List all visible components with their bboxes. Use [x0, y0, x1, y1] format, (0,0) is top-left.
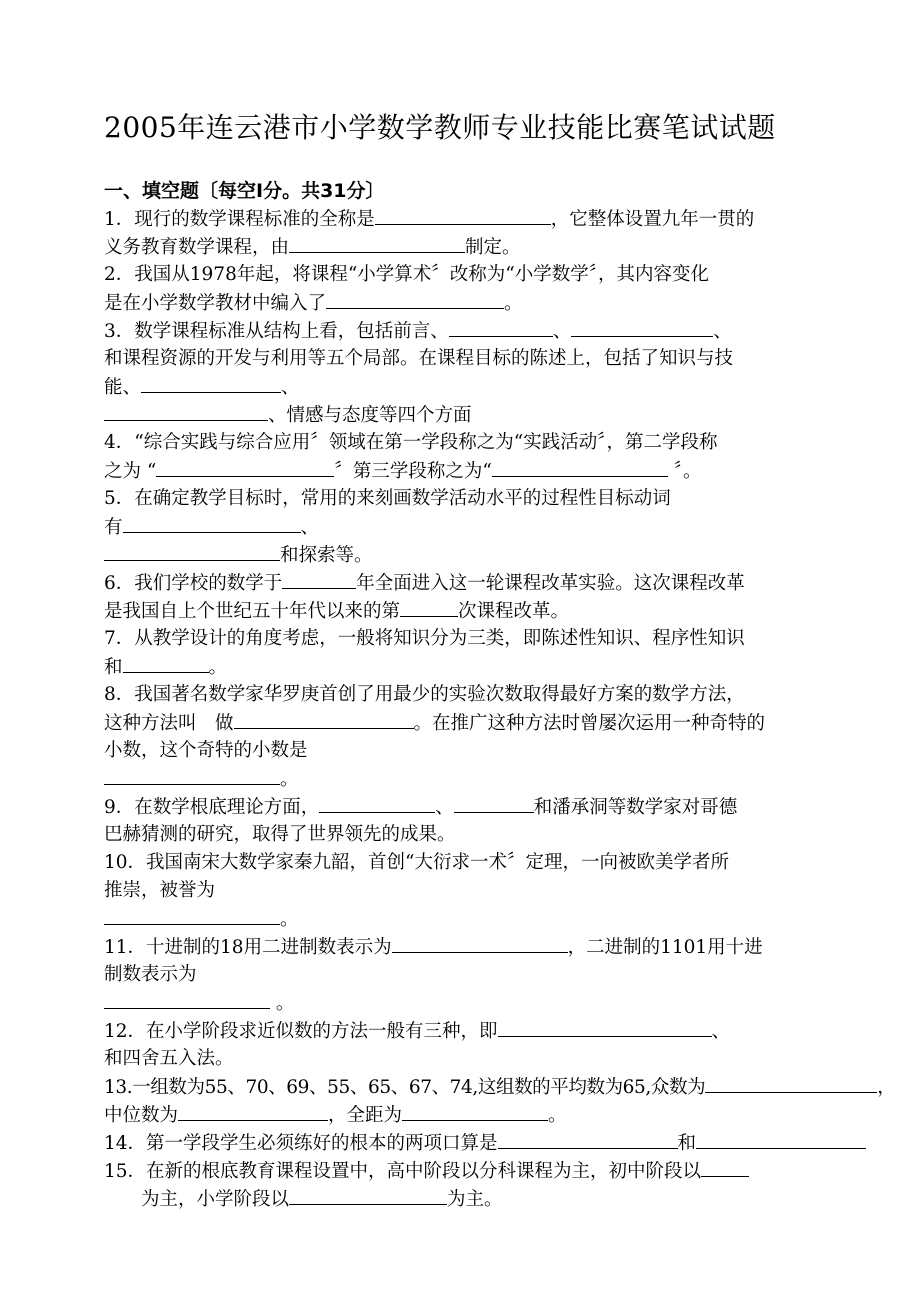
q13-text: 。: [548, 1105, 567, 1126]
q1-text: ，它整体设置九年一贯的: [550, 209, 755, 230]
q5-blank-1: [123, 514, 301, 533]
q10-text: 推崇，被誉为: [104, 880, 216, 901]
q9-text: 9．在数学根底理论方面，: [104, 797, 320, 818]
q9-text: 巴赫猜测的研究，取得了世界领先的成果。: [104, 824, 456, 845]
q1-text: 义务教育数学课程，由: [104, 237, 290, 258]
q9-line-1: [104, 794, 737, 821]
q6-blank-1: [282, 570, 356, 589]
q3-blank-4: [104, 402, 268, 421]
q7-text: 7．从教学设计的角度考虑，一般将知识分为三类，即陈述性知识、程序性知识: [104, 628, 745, 649]
q6-blank-2: [400, 598, 458, 617]
q10-text: 。: [280, 909, 299, 930]
section-heading: 一、填空题〔每空Ⅰ分。共31分〕: [104, 180, 385, 202]
q3-line-1: [104, 318, 732, 345]
q8-text: 。: [280, 769, 299, 790]
q12-line-2: [104, 1046, 234, 1072]
q3-text: 、情感与态度等四个方面: [268, 405, 472, 426]
q11-line-2: [104, 962, 197, 988]
q1-blank-2: [289, 234, 465, 253]
q2-text: 2．我国从1978年起，将课程“小学算术〞改称为“小学数学〞，其内容变化: [104, 264, 710, 285]
q15-line-1: [104, 1158, 749, 1185]
q3-blank-2: [571, 318, 713, 337]
q4-blank-2: [492, 458, 668, 477]
q8-text: 8．我国著名数学家华罗庚首创了用最少的实验次数取得最好方案的数学方法，: [104, 684, 745, 705]
q15-blank-1: [701, 1158, 749, 1177]
q15-text: 为主，小学阶段以: [104, 1189, 290, 1210]
q6-text: 6．我们学校的数学于: [104, 573, 283, 594]
q8-line-2: [104, 710, 765, 737]
q13-text: 中位数为: [104, 1105, 179, 1126]
q2-text: 。: [504, 293, 523, 314]
q8-text: 。在推广这种方法时曾屡次运用一种奇特的: [413, 713, 766, 734]
q13-blank-2: [178, 1102, 328, 1121]
q13-line-2: [104, 1102, 567, 1129]
q10-text: 10．我国南宋大数学家秦九韶，首创“大衍求一术〞定理，一向被欧美学者所: [104, 852, 730, 873]
q13-line-1: [104, 1074, 895, 1101]
q8-line-4: [104, 766, 299, 793]
q13-text: 13.一组数为55、70、69、55、65、67、74,这组数的平均数为65,众数为: [104, 1077, 706, 1098]
q1-text: 制定。: [465, 237, 521, 258]
q2-line-1: [104, 262, 709, 288]
q12-text: 、: [711, 1021, 731, 1042]
q7-line-1: [104, 626, 745, 652]
q9-line-2: [104, 822, 456, 848]
q6-line-1: [104, 570, 745, 597]
q8-line-1: [104, 682, 745, 708]
q11-text: 11．十进制的18用二进制数表示为: [104, 937, 392, 958]
q2-text: 是在小学数学教材中编入了: [104, 293, 327, 314]
q8-text: 这种方法叫 做: [104, 713, 234, 734]
q15-line-2: [104, 1186, 503, 1213]
q11-line-1: [104, 934, 763, 961]
q4-text: 〞第三学段称之为“: [334, 461, 492, 482]
q4-text: 4．“综合实践与综合应用〞领域在第一学段称之为“实践活动〞，第二学段称: [104, 432, 718, 453]
q13-blank-1: [705, 1074, 877, 1093]
q6-text: 是我国自上个世纪五十年代以来的第: [104, 601, 401, 622]
q10-line-2: [104, 878, 215, 904]
q3-line-3: [104, 374, 300, 401]
q11-text: ，二进制的1101用十进: [567, 937, 763, 958]
page-title: 2005年连云港市小学数学教师专业技能比赛笔试试题: [104, 111, 776, 144]
q1-blank-1: [375, 206, 551, 225]
q12-text: 和四舍五入法。: [104, 1048, 234, 1069]
q10-line-1: [104, 850, 729, 876]
q3-text: 3．数学课程标准从结构上看，包括前言、: [104, 321, 449, 342]
q3-text: 、: [281, 377, 300, 398]
q8-blank-2: [104, 766, 280, 785]
q7-text: 。: [208, 657, 228, 678]
q4-line-1: [104, 430, 717, 456]
q7-blank-1: [123, 654, 209, 673]
q8-blank-1: [234, 710, 414, 729]
q11-blank-1: [392, 934, 568, 953]
q6-text: 次课程改革。: [458, 601, 570, 622]
q10-blank-1: [104, 906, 280, 925]
q1-text: 1．现行的数学课程标准的全称是: [104, 209, 375, 230]
q9-blank-2: [454, 794, 534, 813]
q13-text: ，全距为: [328, 1105, 403, 1126]
q4-text: 之为 “: [104, 461, 157, 482]
q1-line-1: [104, 206, 754, 233]
q3-line-4: [104, 402, 472, 429]
q5-text: 有: [104, 517, 123, 538]
q13-text: ，: [877, 1077, 896, 1098]
q12-line-1: [104, 1018, 730, 1045]
q4-text: 〞。: [667, 461, 702, 482]
q3-blank-3: [141, 374, 281, 393]
q3-text: 、: [713, 321, 732, 342]
q4-blank-1: [156, 458, 334, 477]
q12-blank-1: [498, 1018, 712, 1037]
q11-line-3: [104, 990, 294, 1017]
q14-line-1: [104, 1130, 866, 1157]
q15-text: 15．在新的根底教育课程设置中，高中阶段以分科课程为主，初中阶段以: [104, 1161, 702, 1182]
q15-text: 为主。: [447, 1189, 503, 1210]
q12-text: 12．在小学阶段求近似数的方法一般有三种，即: [104, 1021, 498, 1042]
q5-text: 和探索等。: [280, 545, 373, 566]
q11-blank-2: [104, 990, 270, 1009]
q9-blank-1: [319, 794, 435, 813]
q9-text: 和潘承洞等数学家对哥德: [533, 797, 738, 818]
q5-line-3: [104, 542, 373, 569]
q11-text: 。: [270, 993, 295, 1014]
q3-blank-1: [449, 318, 553, 337]
q5-line-2: [104, 514, 319, 541]
q5-text: 5．在确定教学目标时，常用的来刻画数学活动水平的过程性目标动词: [104, 488, 671, 509]
q14-blank-2: [696, 1130, 866, 1149]
q1-line-2: [104, 234, 521, 261]
q2-blank-1: [326, 290, 504, 309]
q3-text: 和课程资源的开发与利用等五个局部。在课程目标的陈述上，包括了知识与技: [104, 348, 734, 369]
q8-line-3: [104, 738, 308, 764]
q5-text: 、: [300, 517, 320, 538]
q15-blank-2: [289, 1186, 447, 1205]
q3-text: 能、: [104, 377, 142, 398]
q9-text: 、: [435, 797, 454, 818]
q14-blank-1: [498, 1130, 678, 1149]
q10-line-3: [104, 906, 299, 933]
q11-text: 制数表示为: [104, 964, 197, 985]
q14-text: 14．第一学段学生必须练好的根本的两项口算是: [104, 1133, 498, 1154]
q3-line-2: [104, 346, 733, 372]
q6-line-2: [104, 598, 569, 625]
q7-text: 和: [104, 657, 123, 678]
q13-blank-3: [402, 1102, 548, 1121]
q7-line-2: [104, 654, 227, 681]
q8-text: 小数，这个奇特的小数是: [104, 740, 308, 761]
q6-text: 年全面进入这一轮课程改革实验。这次课程改革: [356, 573, 745, 594]
q14-text: 和: [677, 1133, 697, 1154]
q5-blank-2: [104, 542, 280, 561]
q2-line-2: [104, 290, 523, 317]
q4-line-2: [104, 458, 701, 485]
q3-text: 、: [552, 321, 572, 342]
q5-line-1: [104, 486, 671, 512]
